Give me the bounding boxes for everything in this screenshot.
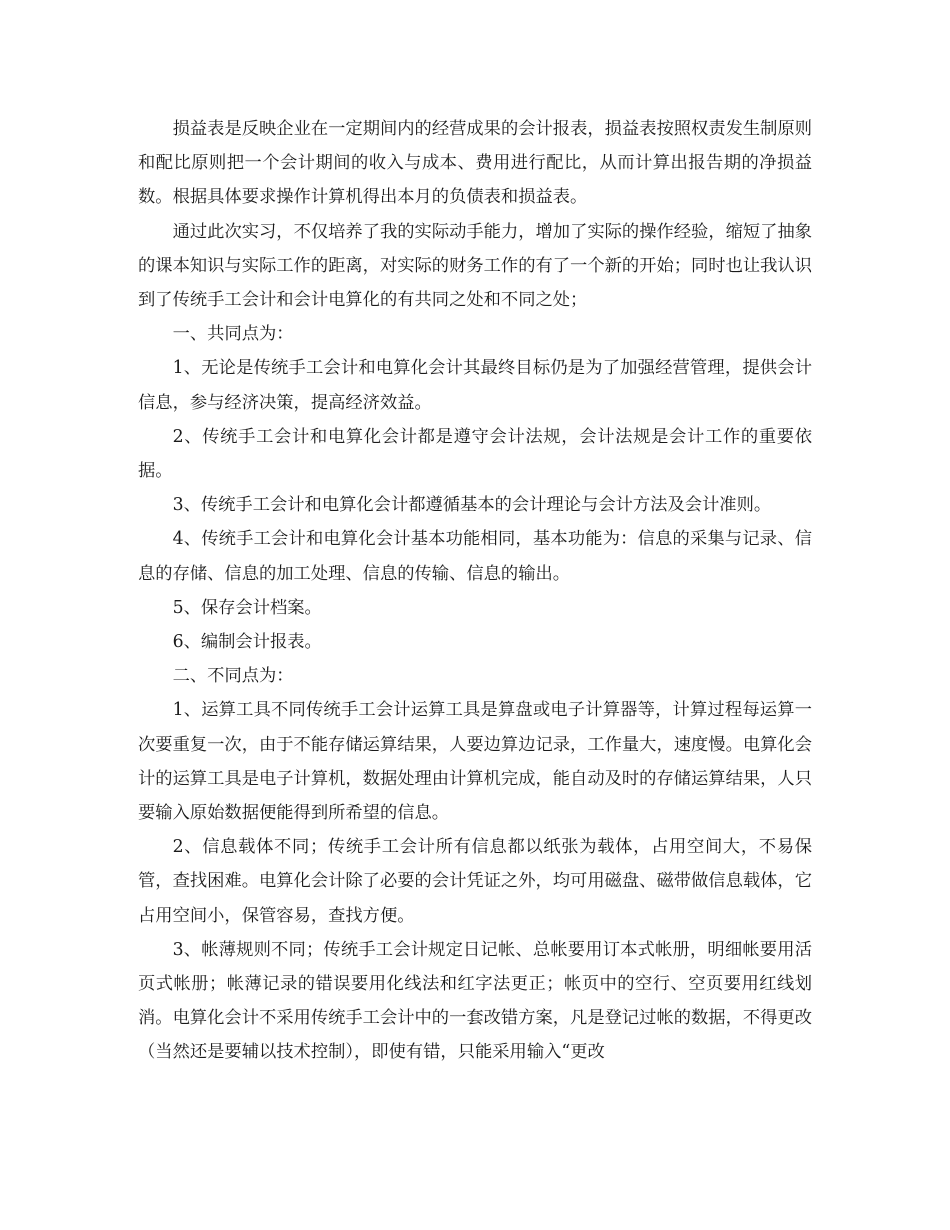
list-item-difference-2: 2、信息载体不同；传统手工会计所有信息都以纸张为载体，占用空间大，不易保管，查找困难。电算化会计除了必要的会计凭证之外，均可用磁盘、磁带做信息载体，它占用空间小，保管容易，查找方便。 (138, 837, 812, 926)
paragraph-internship-summary: 通过此次实习，不仅培养了我的实际动手能力，增加了实际的操作经验，缩短了抽象的课本知识与实际工作的距离，对实际的财务工作的有了一个新的开始；同时也让我认识到了传统手工会计和会计电算化的有共同之处和不同之处； (138, 221, 813, 311)
list-item-similarity-4: 4、传统手工会计和电算化会计基本功能相同，基本功能为：信息的采集与记录、信息的存储、信息的加工处理、信息的传输、信息的输出。 (138, 529, 812, 584)
list-item-similarity-6: 6、编制会计报表。 (172, 632, 322, 653)
heading-similarities: 一、共同点为： (172, 324, 294, 345)
list-item-similarity-3: 3、传统手工会计和电算化会计都遵循基本的会计理论与会计方法及会计准则。 (172, 495, 772, 516)
paragraph-income-statement: 损益表是反映企业在一定期间内的经营成果的会计报表，损益表按照权责发生制原则和配比原则把一个会计期间的收入与成本、费用进行配比，从而计算出报告期的净损益数。根据具体要求操作计算机得出本月的负债表和损益表。 (138, 119, 813, 208)
list-item-similarity-2: 2、传统手工会计和电算化会计都是遵守会计法规，会计法规是会计工作的重要依据。 (138, 426, 812, 482)
list-item-difference-3: 3、帐薄规则不同；传统手工会计规定日记帐、总帐要用订本式帐册，明细帐要用活页式帐册；帐薄记录的错误要用化线法和红字法更正；帐页中的空行、空页要用红线划消。电算化会计不采用传统手工会计中的一套改错方案，凡是登记过帐的数据，不得更改（当然还是要辅以技术控制），即使有错，只能采用输入“更改 (138, 939, 812, 1063)
list-item-similarity-1: 1、无论是传统手工会计和电算化会计其最终目标仍是为了加强经营管理，提供会计信息，参与经济决策，提高经济效益。 (138, 358, 812, 413)
list-item-similarity-5: 5、保存会计档案。 (172, 597, 322, 618)
list-item-difference-1: 1、运算工具不同传统手工会计运算工具是算盘或电子计算器等，计算过程每运算一次要重复一次，由于不能存储运算结果，人要边算边记录，工作量大，速度慢。电算化会计的运算工具是电子计算机，数据处理由计算机完成，能自动及时的存储运算结果，人只要输入原始数据便能得到所希望的信息。 (138, 700, 812, 824)
document-body (138, 112, 812, 1070)
heading-differences: 二、不同点为： (172, 666, 294, 687)
